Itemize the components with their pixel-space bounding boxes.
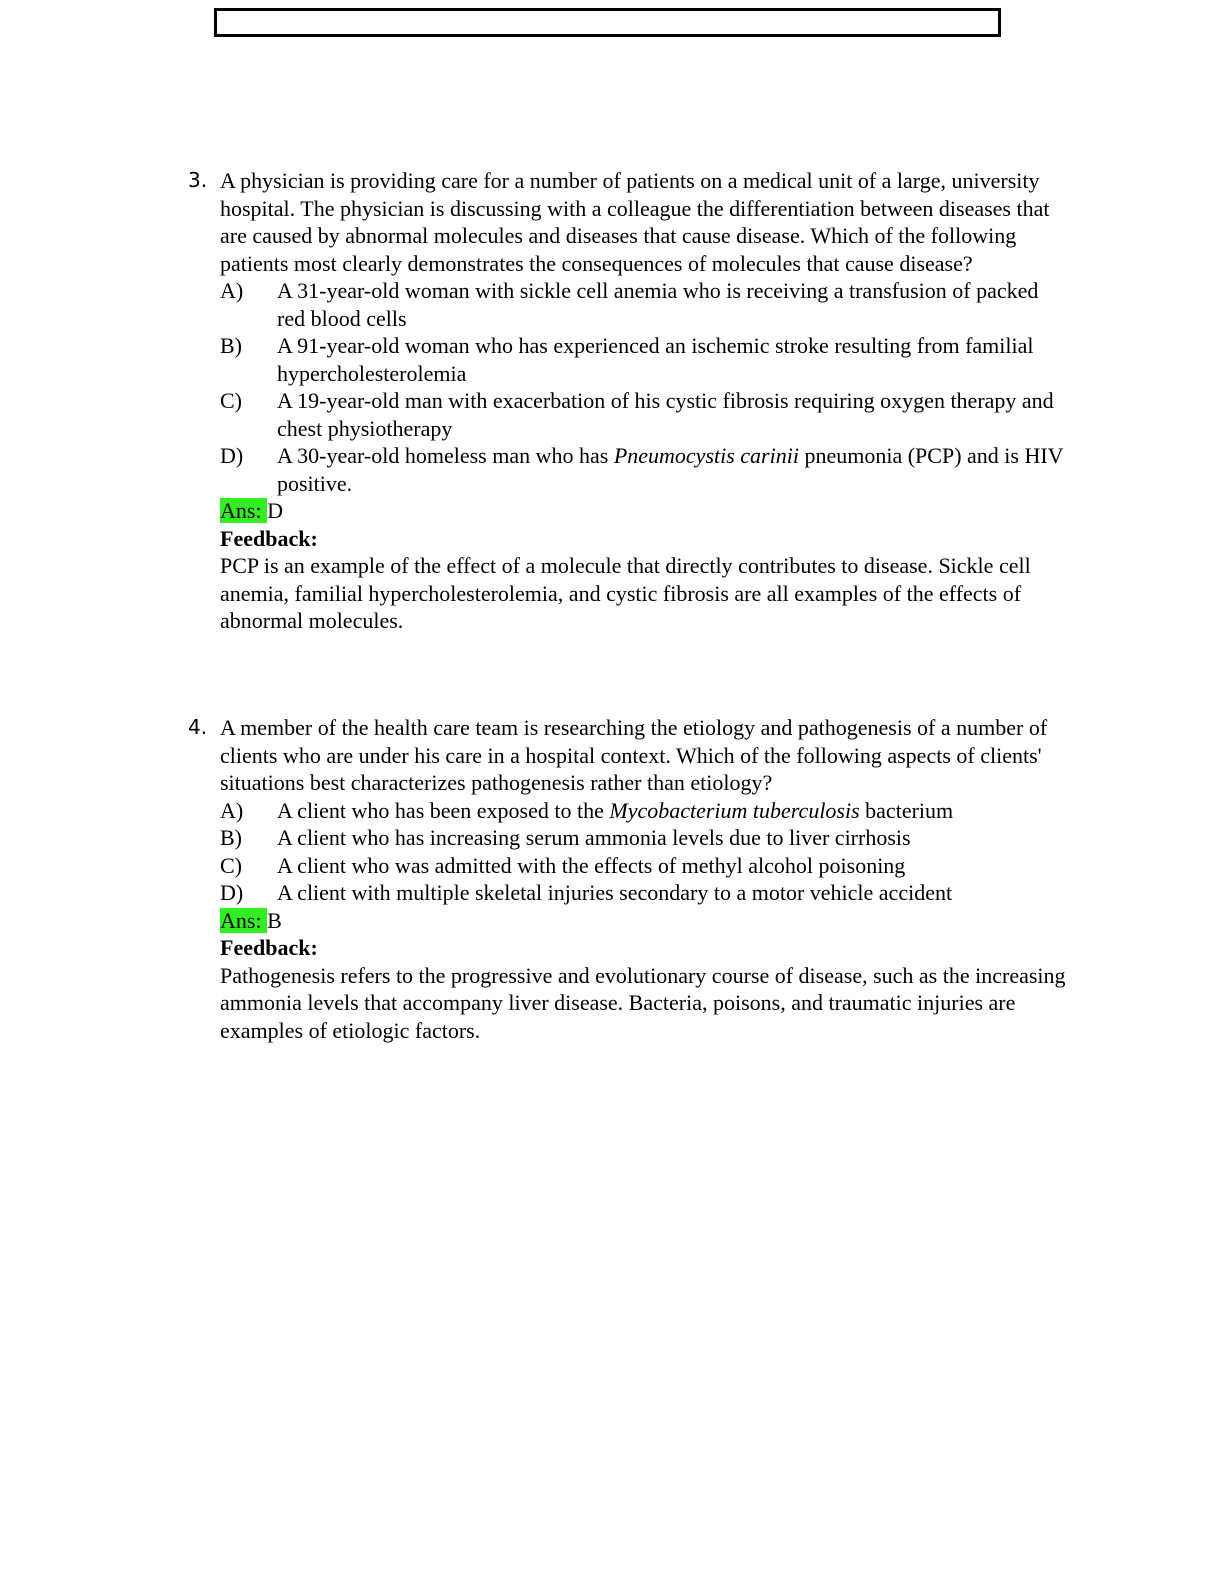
header-box	[214, 8, 1001, 37]
answer-label: Ans:	[220, 907, 268, 933]
answer-value: D	[267, 498, 283, 523]
question-text: A physician is providing care for a number of patients on a medical unit of a large, university hospital. The physician is discussing with a colleague the differentiation between diseases that are caused by abnormal molecules and diseases that cause disease. Which of the following patients most clearly demonstrates the consequences of molecules that cause disease?	[220, 168, 1050, 276]
option-letter: A)	[220, 797, 244, 823]
question-text: A member of the health care team is researching the etiology and pathogenesis of a number of clients who are under his care in a hospital context. Which of the following aspects of clients' situations best characterizes pathogenesis rather than etiology?	[220, 715, 1048, 795]
option-d	[220, 442, 1068, 497]
options-list	[220, 277, 1068, 497]
feedback-text: PCP is an example of the effect of a molecule that directly contributes to disease. Sickle cell anemia, familial hypercholesterolemia, and cystic fibrosis are all examples of the effects of abnormal molecules.	[220, 553, 1031, 633]
option-letter: D)	[220, 443, 244, 468]
option-text-italic: Pneumocystis carinii	[613, 443, 799, 468]
option-d	[220, 879, 1068, 907]
question-number: 3.	[188, 168, 208, 192]
answer-line	[220, 907, 1068, 935]
option-letter: C)	[220, 852, 242, 878]
option-text: A 31-year-old woman with sickle cell anemia who is receiving a transfusion of packed red blood cells	[277, 278, 1039, 331]
options-list	[220, 797, 1068, 907]
option-text: A client who was admitted with the effects of methyl alcohol poisoning	[277, 852, 906, 878]
option-c	[220, 852, 1068, 880]
option-a	[220, 797, 1068, 825]
answer-line	[220, 497, 1068, 525]
feedback-text: Pathogenesis refers to the progressive and evolutionary course of disease, such as the increasing ammonia levels that accompany liver disease. Bacteria, poisons, and traumatic injuries are examples of etiologic factors.	[220, 962, 1066, 1043]
feedback-label: Feedback:	[220, 935, 318, 960]
option-text: A client who has increasing serum ammonia levels due to liver cirrhosis	[277, 825, 911, 850]
question-stem	[188, 714, 1068, 797]
option-text: A 91-year-old woman who has experienced an ischemic stroke resulting from familial hypercholesterolemia	[277, 333, 1034, 386]
question-4	[188, 714, 1068, 1044]
question-number: 4.	[188, 715, 208, 739]
option-text-italic: Mycobacterium tuberculosis	[609, 797, 860, 823]
option-b	[220, 332, 1068, 387]
option-letter: B)	[220, 333, 242, 358]
question-3	[188, 167, 1068, 635]
option-letter: B)	[220, 825, 242, 850]
answer-label: Ans:	[220, 498, 268, 523]
option-letter: A)	[220, 278, 244, 303]
option-text-end: bacterium	[859, 797, 954, 823]
option-letter: C)	[220, 388, 242, 413]
option-a	[220, 277, 1068, 332]
option-b	[220, 824, 1068, 852]
feedback-label: Feedback:	[220, 525, 318, 551]
option-letter: D)	[220, 880, 244, 905]
answer-value: B	[267, 907, 282, 933]
option-text: A client with multiple skeletal injuries secondary to a motor vehicle accident	[277, 880, 953, 905]
option-c	[220, 387, 1068, 442]
question-stem	[188, 167, 1068, 277]
option-text-start: A 30-year-old homeless man who has	[277, 443, 614, 468]
option-text: A 19-year-old man with exacerbation of his cystic fibrosis requiring oxygen therapy and chest physiotherapy	[277, 388, 1054, 441]
option-text-start: A client who has been exposed to the	[277, 797, 610, 823]
option-text-end: pneumonia (PCP) and is HIV positive.	[277, 443, 1064, 496]
